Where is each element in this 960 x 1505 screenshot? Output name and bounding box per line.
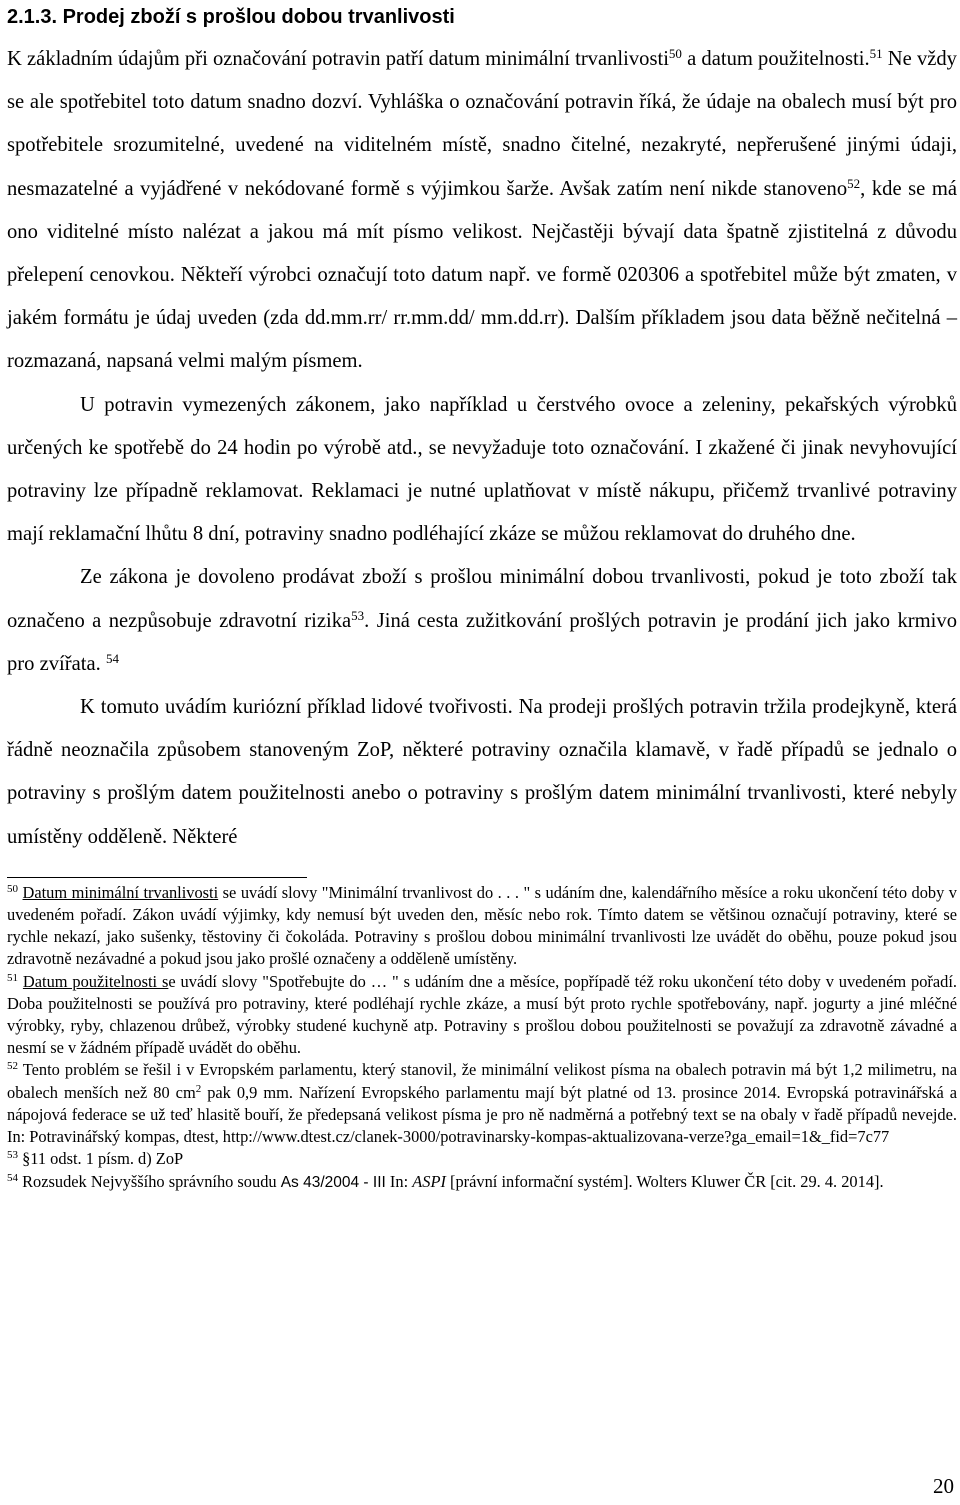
footnote-number: 53 [7,1149,18,1162]
footnote-text-b: pak 0,9 mm. Nařízení Evropského parlamentu mají být platné od 13. prosince 2014. Evropská potravinářská a nápojová federace se už teď hlasitě bouří, že předepsaná velikost písma je pro ně nadměrná a potřebný text se na obaly v řadě případů nevejde. In: Potravinářský kompas, dtest, http://www.dtest.cz/clanek-3000/potravinarsky-kompas-aktualizovana-verze?ga_email=1&_fid=7c77 [7,1082,957,1147]
p3-text-b: . Jiná cesta zužitkování prošlých potravin je prodání jich jako krmivo pro zvířata. [7,609,957,675]
footnote-number: 50 [7,882,18,895]
footnote-ref-50[interactable]: 50 [668,46,682,61]
document-page [7,0,957,1194]
footnote-separator [7,877,307,878]
paragraph-4: K tomuto uvádím kuriózní příklad lidové tvořivosti. Na prodeji prošlých potravin tržila prodejkyně, která řádně neoznačila způsobem stanoveným ZoP, některé potraviny označila klamavě, v řadě případů se jednalo o potraviny s prošlým datem použitelnosti anebo o potraviny s prošlým datem minimální trvanlivosti, které nebyly umístěny odděleně. Některé [7,696,957,848]
source-name: ASPI [412,1171,446,1191]
footnotes [7,882,957,1194]
footnote-ref-52[interactable]: 52 [847,175,861,191]
footnote-text: se uvádí slovy "Minimální trvanlivost do . . . " s udáním dne, kalendářního měsíce a roku ukončení této doby v uvedeném pořadí. Zákon uvádí výjimky, kdy nemusí být uveden den, měsíc nebo rok. Tímto datem se většinou označují potraviny, které se rychle nekazí, jako sušenky, těstoviny či čokoláda. Potraviny s prošlou dobou minimální trvanlivosti lze uvádět do oběhu, pouze pokud jsou zdravotně nezávadné a pokud jsou jako prošlé označeny a odděleně umístěny. [7,882,957,969]
paragraph-1 [7,38,957,384]
case-number: As 43/2004 - III [280,1173,386,1191]
section-heading: 2.1.3. Prodej zboží s prošlou dobou trvanlivosti [7,6,455,28]
p1-text-b: a datum použitelnosti. [681,48,870,70]
footnote-term: Datum minimální trvanlivosti [22,882,219,902]
footnote-50 [7,882,957,971]
p1-text-c: Ne vždy se ale spotřebitel toto datum snadno dozví. Vyhláška o označování potravin říká, že údaje na obalech musí být pro spotřebitele srozumitelné, uvedené na viditelném místě, snadno čitelné, nezakryté, nepřerušené jinými údaji, nesmazatelné a vyjádřené v nekódované formě s výjimkou šarže. Avšak zatím není nikde stanoveno [7,48,957,200]
footnote-text: e uvádí slovy "Spotřebujte do … " s udáním dne a měsíce, popřípadě též roku ukončení této doby v uvedeném pořadí. Doba použitelnosti se používá pro potraviny, které podléhají rychle zkáze, a musí být proto rychle spotřebovány, např. jogurty a jiné mléčné výrobky, ryby, chlazenou drůbež, výrobky studené kuchyně atp. Potraviny s prošlou dobou použitelnosti se považují za zdravotně závadné a nesmí se v žádném případě uvádět do oběhu. [7,971,958,1058]
footnote-52 [7,1059,957,1148]
p3-text-a: Ze zákona je dovoleno prodávat zboží s prošlou minimální dobou trvanlivosti, pokud je toto zboží tak označeno a nezpůsobuje zdravotní rizika [7,566,957,632]
p1-text-d: , kde se má ono viditelné místo nalézat a jakou má mít písmo velikost. Nejčastěji bývají data špatně zjistitelná z důvodu přelepení cenovkou. Někteří výrobci označují toto datum např. ve formě 020306 a spotřebitel může být zmaten, v jakém formátu je údaj uveden (zda dd.mm.rr/ rr.mm.dd/ mm.dd.rr). Dalším příkladem jsou data běžně nečitelná – rozmazaná, napsaná velmi malým písmem. [7,177,957,373]
footnote-text-b: In: [385,1171,413,1191]
footnote-54 [7,1171,957,1194]
footnote-ref-53[interactable]: 53 [351,607,365,623]
footnote-text: Rozsudek Nejvyššího správního soudu [18,1171,281,1191]
footnote-number: 54 [7,1171,18,1184]
footnote-ref-51[interactable]: 51 [869,46,883,61]
footnote-text: §11 odst. 1 písm. d) ZoP [18,1149,184,1169]
footnote-text-c: [právní informační systém]. Wolters Kluwer ČR [cit. 29. 4. 2014]. [445,1171,884,1191]
footnote-number: 51 [7,971,18,984]
footnote-53 [7,1148,957,1170]
paragraph-2: U potravin vymezených zákonem, jako například u čerstvého ovoce a zeleniny, pekařských výrobků určených ke spotřebě do 24 hodin po výrobě atd., se nevyžaduje toto označování. I zkažené či jinak nevyhovující potraviny lze případně reklamovat. Reklamaci je nutné uplatňovat v místě nákupu, přičemž trvanlivé potraviny mají reklamační lhůtu 8 dní, potraviny snadno podléhající zkáze se můžou reklamovat do druhého dne. [7,393,957,546]
paragraph-3 [7,556,957,686]
footnote-term: Datum použitelnosti s [22,971,169,991]
footnote-ref-54[interactable]: 54 [105,650,119,666]
footnote-number: 52 [7,1060,18,1073]
p1-text-a: K základním údajům při označování potravin patří datum minimální trvanlivosti [7,48,669,70]
page-number: 20 [933,1474,954,1498]
superscript-2: 2 [195,1082,202,1095]
footnote-text: Tento problém se řešil i v Evropském parlamentu, který stanovil, že minimální velikost písma na obalech potravin má být 1,2 milimetru, na obalech menších než 80 cm [7,1060,957,1102]
footnote-51 [7,971,957,1060]
